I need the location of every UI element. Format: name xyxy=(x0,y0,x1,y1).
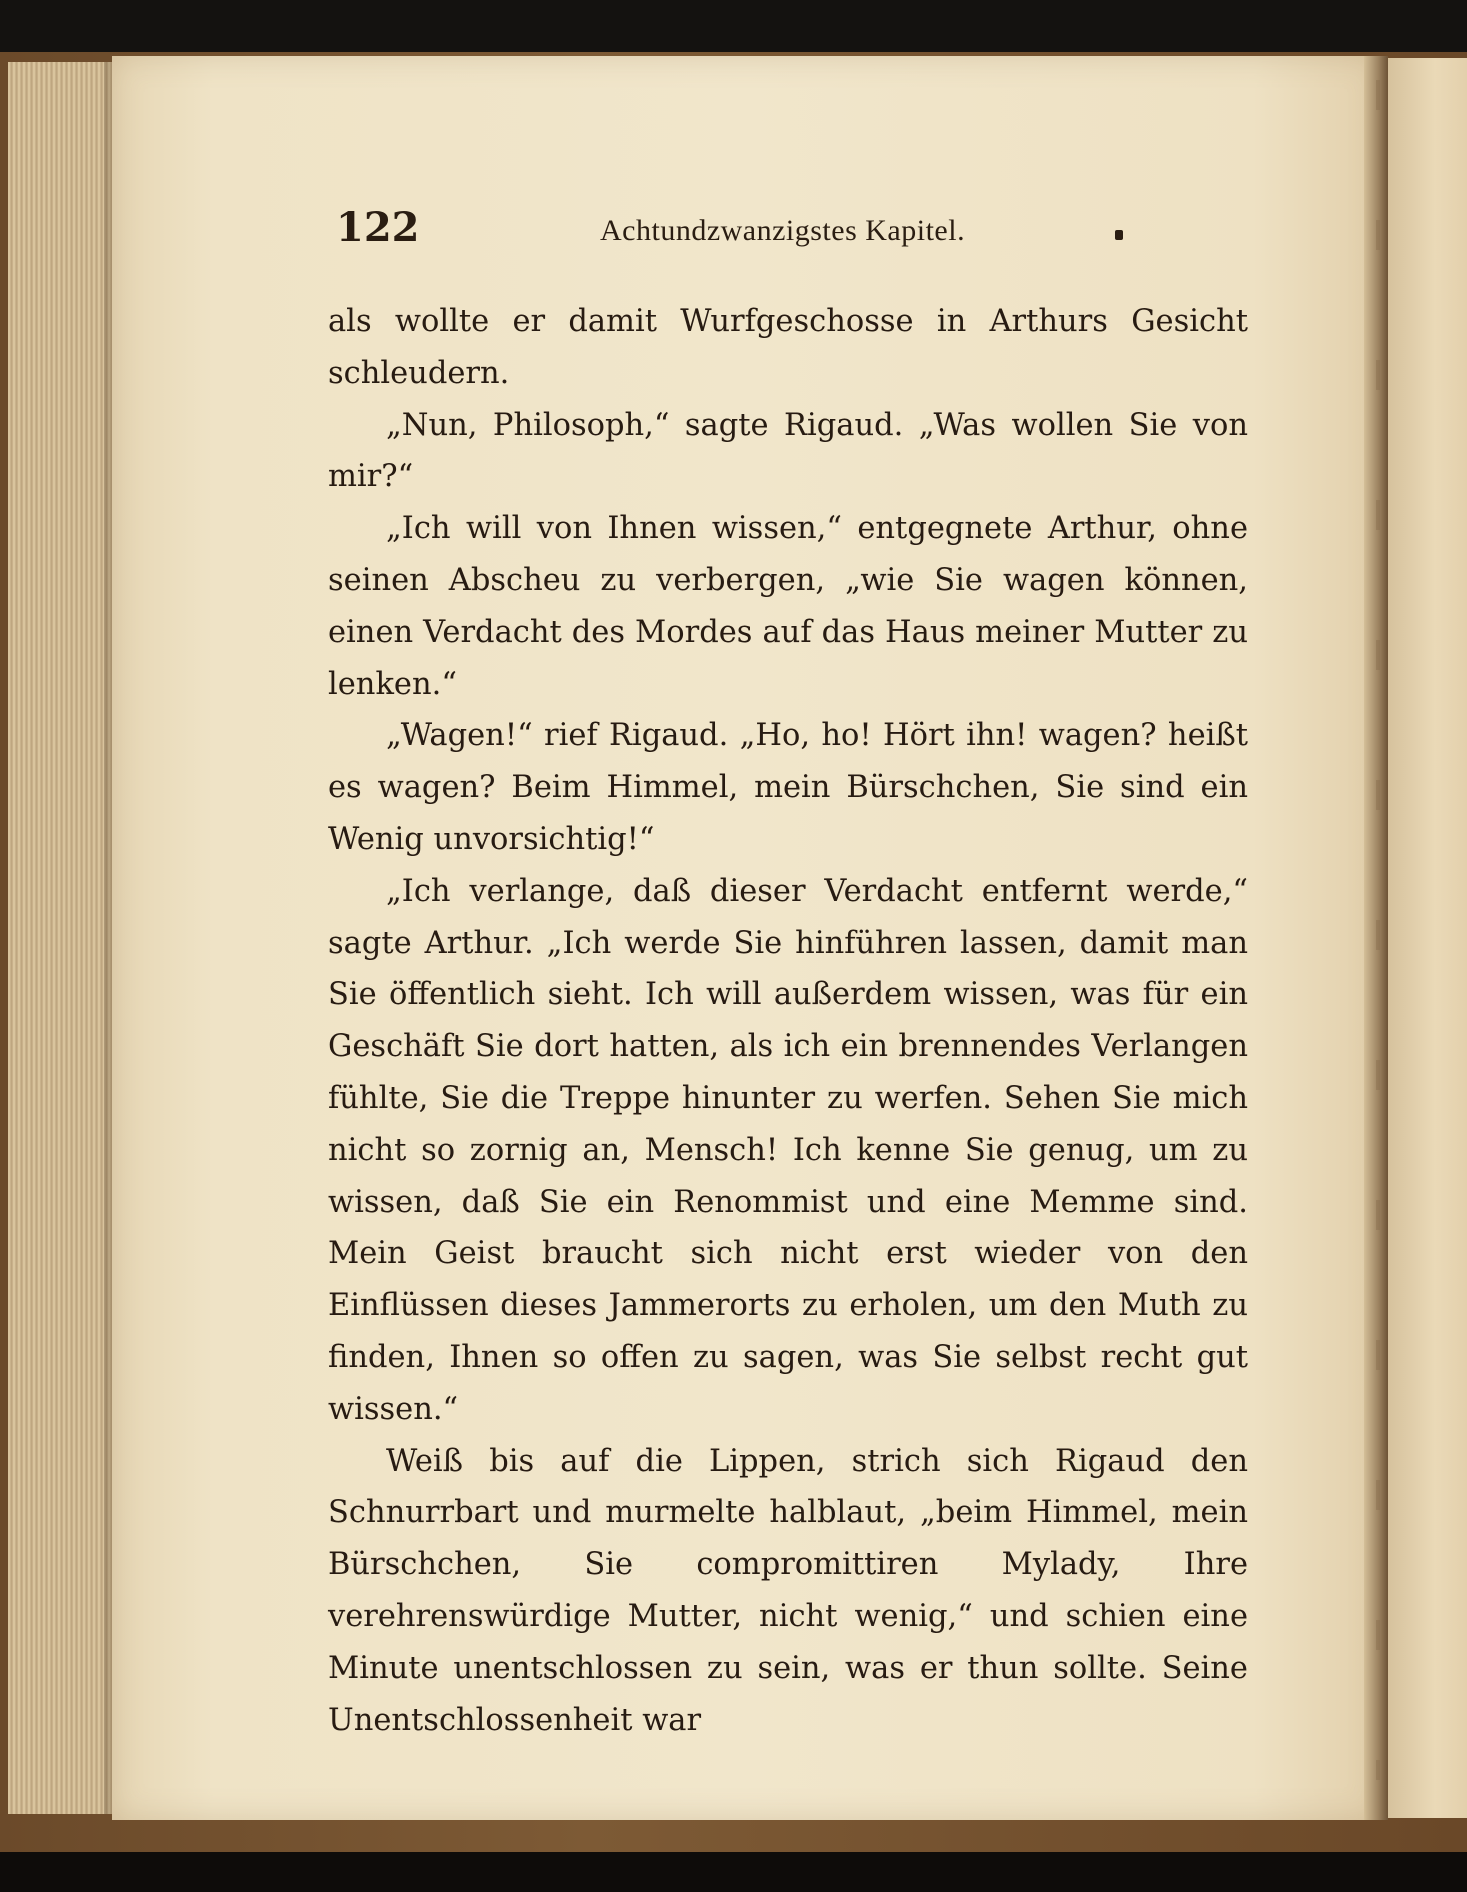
page-edges-left xyxy=(8,62,115,1814)
binding-stitches xyxy=(1376,80,1380,1780)
running-head: Achtundzwanzigstes Kapitel. xyxy=(600,214,966,247)
book-page xyxy=(112,56,1380,1820)
body-text xyxy=(328,296,1248,1746)
paragraph: „Ich will von Ihnen wissen,“ entgegnete Arthur, ohne seinen Abscheu zu verbergen, „wie Sie wagen können, einen Verdacht des Mordes auf das Haus meiner Mutter zu lenken.“ xyxy=(328,511,1248,702)
ornament-mark xyxy=(1115,230,1123,240)
paragraph: „Ich verlange, daß dieser Verdacht entfernt werde,“ sagte Arthur. „Ich werde Sie hinführen lassen, damit man Sie öffentlich sieht. Ich will außerdem wissen, was für ein Geschäft Sie dort hatten, als ich ein brennendes Verlangen fühlte, Sie die Treppe hinunter zu werfen. Sehen Sie mich nicht so zornig an, Mensch! Ich kenne Sie genug, um zu wissen, daß Sie ein Renommist und eine Memme sind. Mein Geist braucht sich nicht erst wieder von den Einflüssen dieses Jammerorts zu erholen, um den Muth zu finden, Ihnen so offen zu sagen, was Sie selbst recht gut wissen.“ xyxy=(328,873,1248,1427)
paragraph: „Nun, Philosoph,“ sagte Rigaud. „Was wollen Sie von mir?“ xyxy=(328,407,1248,495)
page-number: 122 xyxy=(336,204,420,251)
paragraph: Weiß bis auf die Lippen, strich sich Rigaud den Schnurrbart und murmelte halblaut, „beim Himmel, mein Bürschchen, Sie compromittiren Mylady, Ihre verehrenswürdige Mutter, nicht wenig,“ und schien eine Minute unentschlossen zu sein, was er thun sollte. Seine Unentschlossenheit war xyxy=(328,1443,1248,1738)
page-header xyxy=(112,204,1380,264)
paragraph: „Wagen!“ rief Rigaud. „Ho, ho! Hört ihn! wagen? heißt es wagen? Beim Himmel, mein Bürschchen, Sie sind ein Wenig unvorsichtig!“ xyxy=(328,718,1248,857)
paragraph: als wollte er damit Wurfgeschosse in Arthurs Gesicht schleudern. xyxy=(328,304,1248,391)
facing-page-edge xyxy=(1388,58,1467,1818)
